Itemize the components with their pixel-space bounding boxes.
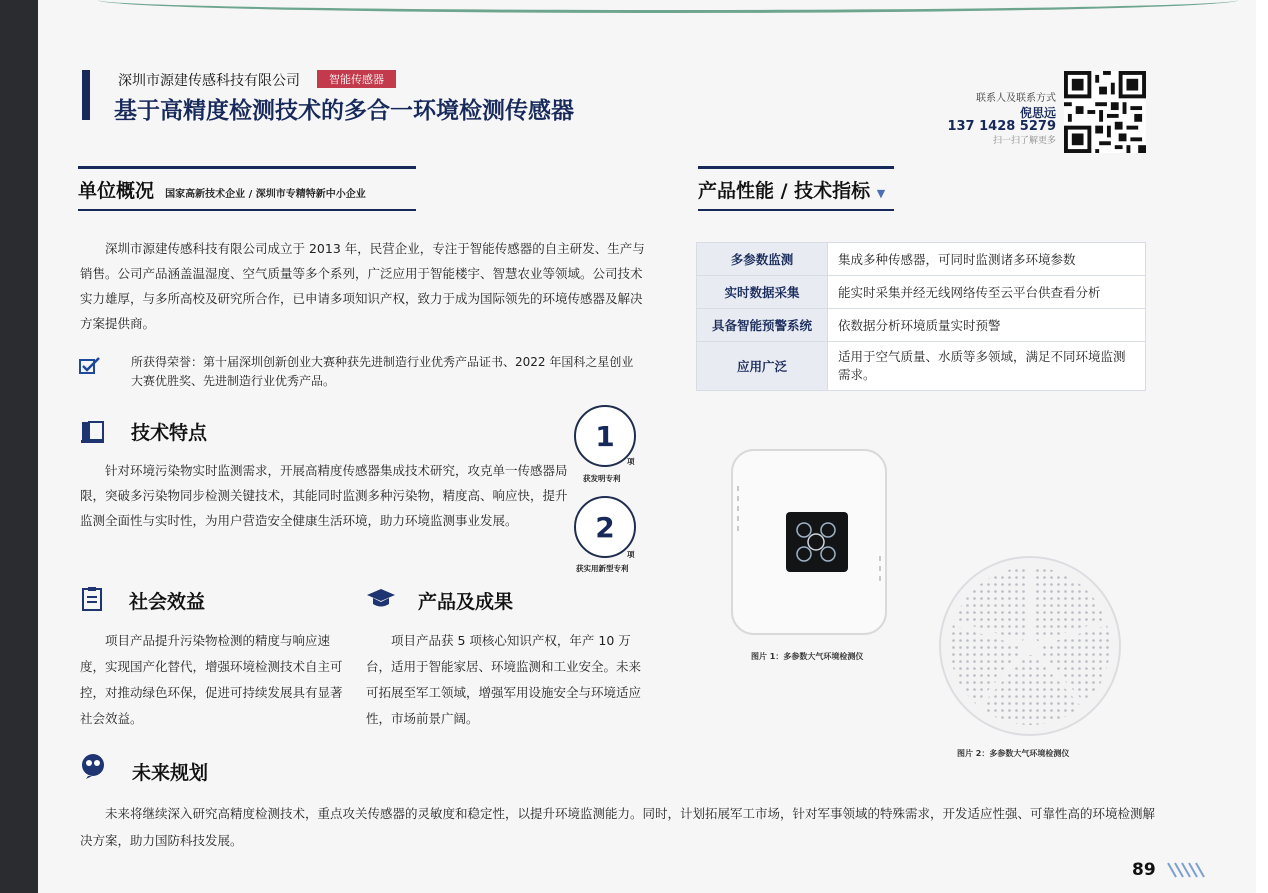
spec-value: 能实时采集并经无线网络传至云平台供查看分析	[828, 276, 1146, 309]
future-heading: 未来规划	[132, 762, 209, 784]
specs-table	[696, 242, 1146, 391]
table-row	[697, 243, 1146, 276]
spec-key: 实时数据采集	[697, 276, 828, 309]
contact-phone: 137 1428 5279	[947, 119, 1056, 134]
overview-heading-row	[78, 176, 366, 203]
badge-unit: 项	[627, 550, 635, 559]
products-paragraph: 项目产品获 5 项核心知识产权，年产 10 万台，适用于智能家居、环境监测和工业安全。未来可拓展至军工领域，增强军用设施安全与环境适应性，市场前景广阔。	[366, 633, 642, 726]
specs-rule-bottom	[698, 209, 894, 211]
contact-label: 联系人及联系方式	[976, 93, 1056, 104]
spec-value: 依数据分析环境质量实时预警	[828, 309, 1146, 342]
badge-unit: 项	[627, 457, 635, 466]
spec-key: 多参数监测	[697, 243, 828, 276]
page-number: 89	[1132, 860, 1156, 880]
product-image-wall-monitor	[728, 446, 890, 638]
badge-label: 获实用新型专利	[576, 564, 629, 573]
future-text	[80, 800, 1160, 854]
tech-paragraph: 针对环境污染物实时监测需求，开展高精度传感器集成技术研究，攻克单一传感器局限，突破多污染物同步检测关键技术，其能同时监测多种污染物，精度高、响应快，提升监测全面性与实时性，为用户营造安全健康生活环境，助力环境监测事业发展。	[80, 463, 568, 528]
clipboard-icon	[81, 586, 103, 612]
specs-heading-row	[698, 176, 885, 203]
products-text	[366, 628, 644, 732]
table-row	[697, 276, 1146, 309]
company-name: 深圳市源建传感科技有限公司	[118, 73, 300, 89]
spec-key: 应用广泛	[697, 342, 828, 391]
contact-block	[936, 92, 1056, 148]
page-title: 基于高精度检测技术的多合一环境检测传感器	[114, 98, 574, 124]
future-paragraph: 未来将继续深入研究高精度检测技术，重点攻关传感器的灵敏度和稳定性，以提升环境监测能力。同时，计划拓展军工市场，针对军事领域的特殊需求，开发适应性强、可靠性高的环境检测解决方案，助力国防科技发展。	[80, 806, 1156, 848]
robot-head-icon	[80, 752, 106, 780]
spec-value: 集成多种传感器，可同时监测诸多环境参数	[828, 243, 1146, 276]
badge-label: 获发明专利	[583, 474, 621, 483]
top-edge-line	[98, 0, 1238, 13]
overview-text	[80, 236, 645, 336]
magazine-page	[38, 0, 1256, 893]
product-image-round-detector	[936, 553, 1124, 739]
table-row	[697, 309, 1146, 342]
specs-heading: 产品性能 / 技术指标	[698, 180, 871, 202]
honors-text: 所获得荣誉：第十届深圳创新创业大赛种获先进制造行业优秀产品证书、2022 年国科之星创业大赛优胜奖、先进制造行业优秀产品。	[131, 355, 634, 388]
figure-2-caption: 图片 2：多参数大气环境检测仪	[957, 749, 1070, 758]
overview-rule-bottom	[78, 209, 416, 211]
social-text	[80, 628, 352, 732]
spec-value: 适用于空气质量、水质等多领域，满足不同环境监测需求。	[828, 342, 1146, 391]
table-row	[697, 342, 1146, 391]
qr-hint: 扫一扫了解更多	[992, 136, 1056, 146]
tech-text	[80, 458, 568, 533]
decorative-stripes-icon	[1166, 862, 1208, 878]
category-tag: 智能传感器	[317, 70, 396, 88]
figure-1-caption: 图片 1：多参数大气环境检测仪	[751, 652, 864, 661]
social-paragraph: 项目产品提升污染物检测的精度与响应速度，实现国产化替代，增强环境检测技术自主可控，对推动绿色环保，促进可持续发展具有显著社会效益。	[80, 633, 343, 726]
overview-paragraph: 深圳市源建传感科技有限公司成立于 2013 年，民营企业，专注于智能传感器的自主研发、生产与销售。公司产品涵盖温湿度、空气质量等多个系列，广泛应用于智能楼宇、智慧农业等领域。公司技术实力雄厚，与多所高校及研究所合作，已申请多项知识产权，致力于成为国际领先的环境传感器及解决方案提供商。	[80, 241, 645, 331]
header-accent-bar	[82, 70, 90, 120]
spec-key: 具备智能预警系统	[697, 309, 828, 342]
tech-heading: 技术特点	[131, 422, 208, 444]
overview-subtitle: 国家高新技术企业 / 深圳市专精特新中小企业	[165, 189, 366, 200]
graduation-cap-icon	[366, 588, 396, 610]
qr-code[interactable]	[1064, 71, 1146, 153]
badge-number: 2	[574, 496, 636, 558]
checkbox-icon	[79, 357, 101, 375]
contact-name: 倪思远	[1019, 106, 1056, 120]
overview-rule	[78, 166, 416, 169]
overview-heading: 单位概况	[78, 180, 155, 202]
badge-number: 1	[574, 405, 636, 467]
book-icon	[80, 420, 106, 444]
specs-rule	[698, 166, 894, 169]
social-heading: 社会效益	[129, 591, 206, 613]
products-heading: 产品及成果	[418, 591, 514, 613]
page-edge	[1256, 0, 1268, 893]
caret-down-icon: ▼	[876, 187, 886, 200]
